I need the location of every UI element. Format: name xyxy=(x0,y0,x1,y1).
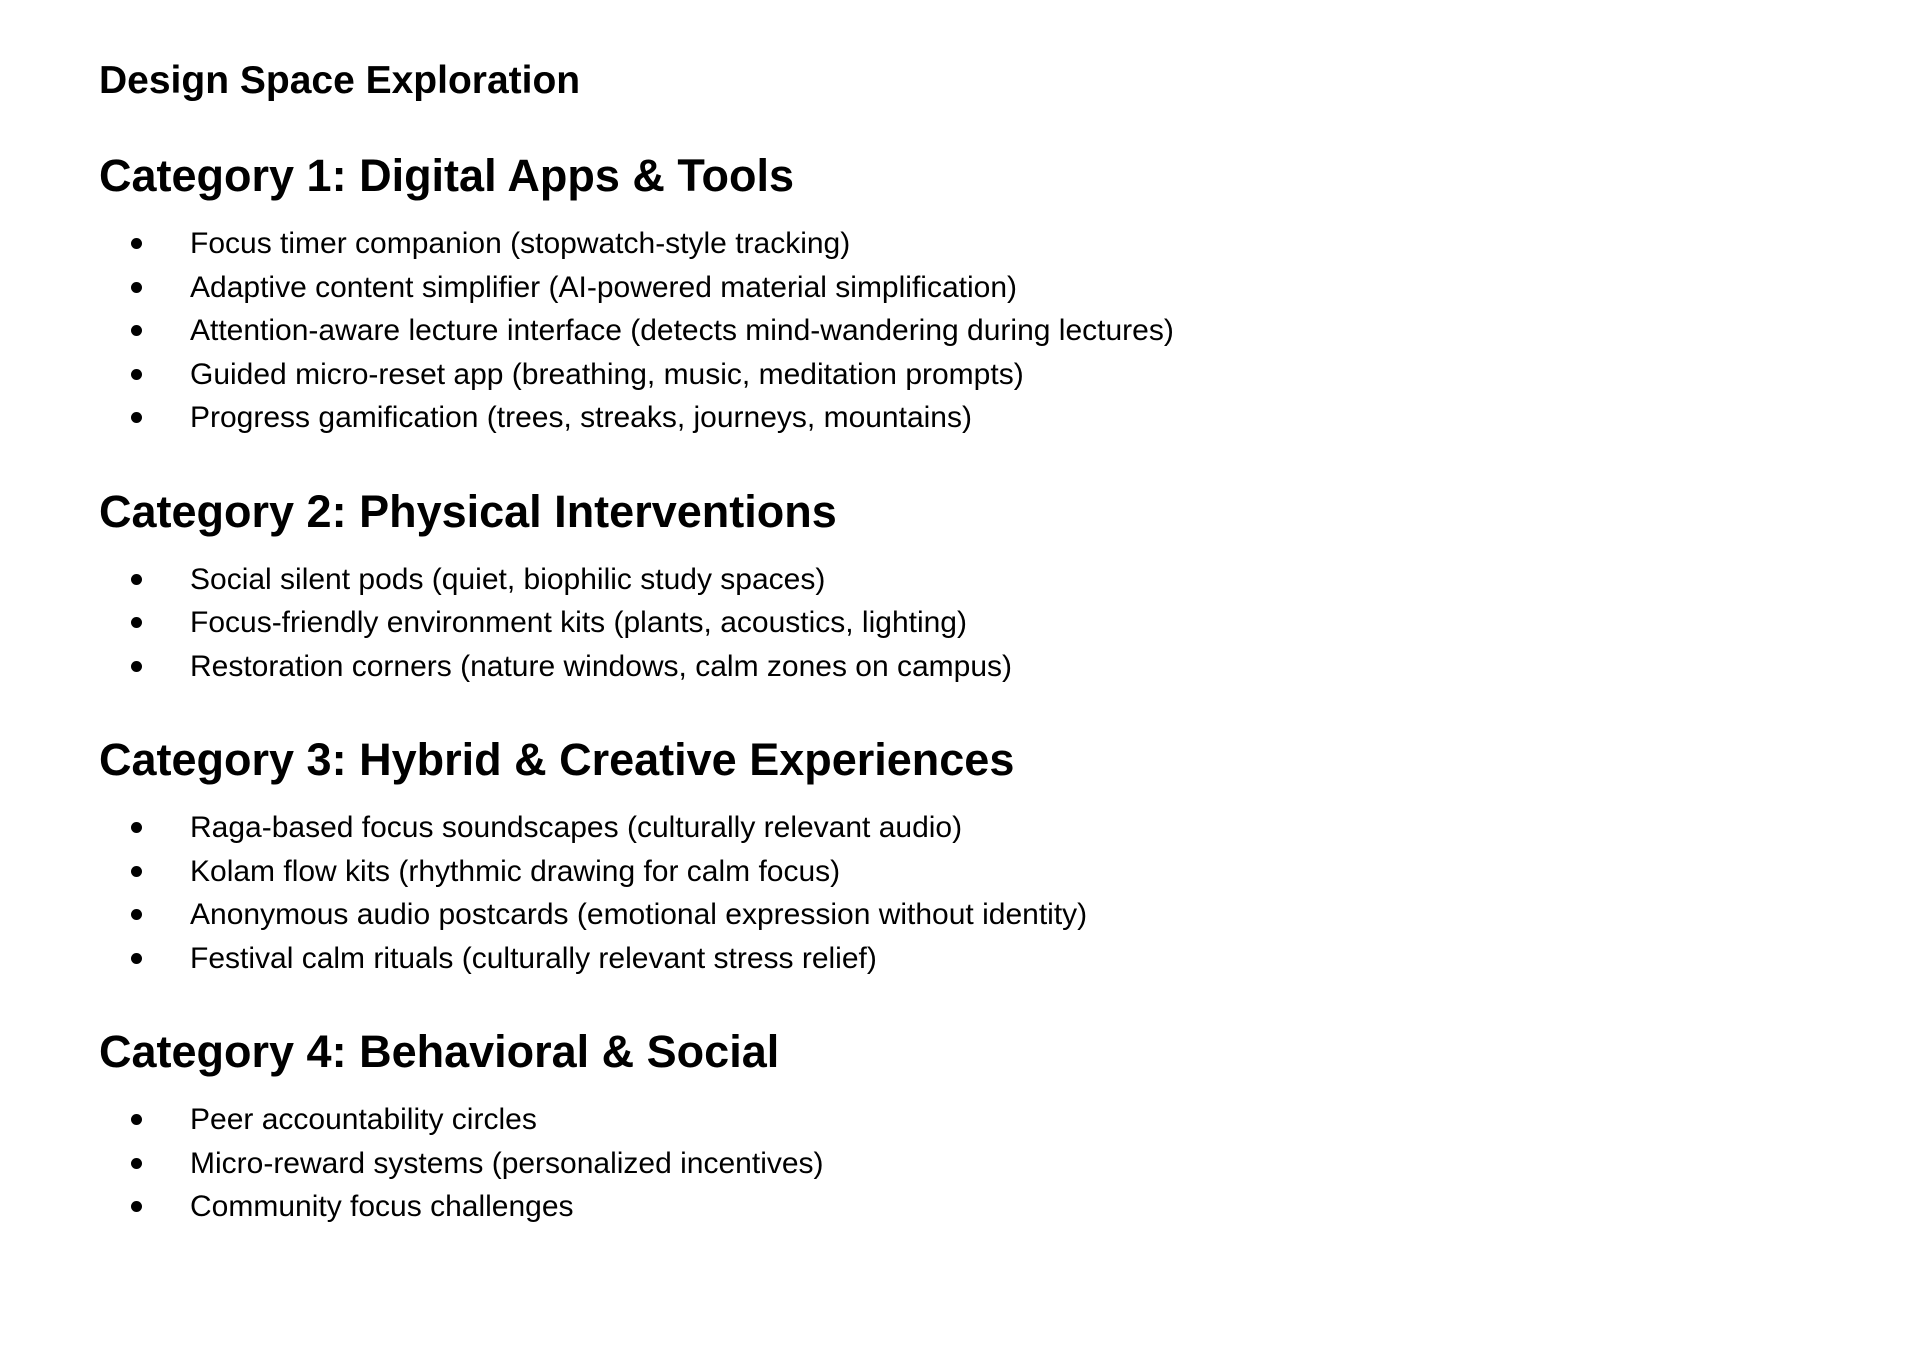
list-item-text: Social silent pods (quiet, biophilic study spaces) xyxy=(190,562,826,596)
bullet-icon xyxy=(131,661,142,672)
list-item-text: Adaptive content simplifier (AI-powered material simplification) xyxy=(190,270,1017,304)
list-item xyxy=(99,893,1860,937)
bullet-icon xyxy=(131,574,142,585)
list-item-text: Community focus challenges xyxy=(190,1190,574,1223)
list-item xyxy=(99,266,1860,310)
document-sections xyxy=(99,148,1860,1229)
bullet-icon xyxy=(131,617,142,628)
document-section xyxy=(99,1024,1860,1229)
bullet-icon xyxy=(131,866,142,877)
list-item xyxy=(99,309,1860,353)
list-item xyxy=(99,937,1860,981)
section-heading: Category 3: Hybrid & Creative Experiences xyxy=(99,734,1015,785)
list-item-text: Attention-aware lecture interface (detects mind-wandering during lectures) xyxy=(190,314,1174,347)
bullet-icon xyxy=(131,412,142,423)
document-section xyxy=(99,148,1860,440)
list-item-text: Peer accountability circles xyxy=(190,1103,537,1136)
list-item xyxy=(99,850,1860,894)
bullet-icon xyxy=(131,1158,142,1169)
bullet-icon xyxy=(131,1201,142,1212)
list-item xyxy=(99,396,1860,440)
document-title: Design Space Exploration xyxy=(99,59,581,102)
bullet-icon xyxy=(131,822,142,833)
list-item-text: Micro-reward systems (personalized incentives) xyxy=(190,1146,824,1180)
list-item xyxy=(99,645,1860,689)
list-item-text: Anonymous audio postcards (emotional expression without identity) xyxy=(190,898,1088,931)
section-heading: Category 1: Digital Apps & Tools xyxy=(99,150,795,201)
list-item xyxy=(99,1098,1860,1142)
document-section xyxy=(99,732,1860,980)
bullet-list xyxy=(99,806,1860,980)
bullet-icon xyxy=(131,953,142,964)
list-item xyxy=(99,1142,1860,1186)
list-item xyxy=(99,558,1860,602)
list-item-text: Restoration corners (nature windows, calm zones on campus) xyxy=(190,649,1013,683)
list-item xyxy=(99,1185,1860,1229)
list-item-text: Focus-friendly environment kits (plants, acoustics, lighting) xyxy=(190,606,967,639)
bullet-icon xyxy=(131,282,142,293)
bullet-icon xyxy=(131,238,142,249)
list-item-text: Progress gamification (trees, streaks, journeys, mountains) xyxy=(190,401,972,434)
bullet-icon xyxy=(131,325,142,336)
section-heading: Category 2: Physical Interventions xyxy=(99,485,837,537)
section-heading: Category 4: Behavioral & Social xyxy=(99,1026,780,1077)
list-item xyxy=(99,353,1860,397)
bullet-icon xyxy=(131,369,142,380)
list-item-text: Kolam flow kits (rhythmic drawing for calm focus) xyxy=(190,854,841,888)
list-item xyxy=(99,601,1860,645)
list-item xyxy=(99,222,1860,266)
bullet-icon xyxy=(131,909,142,920)
bullet-icon xyxy=(131,1114,142,1125)
list-item-text: Guided micro-reset app (breathing, music, meditation prompts) xyxy=(190,357,1024,391)
list-item-text: Festival calm rituals (culturally relevant stress relief) xyxy=(190,941,877,975)
list-item xyxy=(99,806,1860,850)
bullet-list xyxy=(99,1098,1860,1229)
bullet-list xyxy=(99,222,1860,440)
list-item-text: Focus timer companion (stopwatch-style tracking) xyxy=(190,227,851,260)
list-item-text: Raga-based focus soundscapes (culturally relevant audio) xyxy=(190,811,963,844)
document-section xyxy=(99,484,1860,689)
bullet-list xyxy=(99,558,1860,689)
